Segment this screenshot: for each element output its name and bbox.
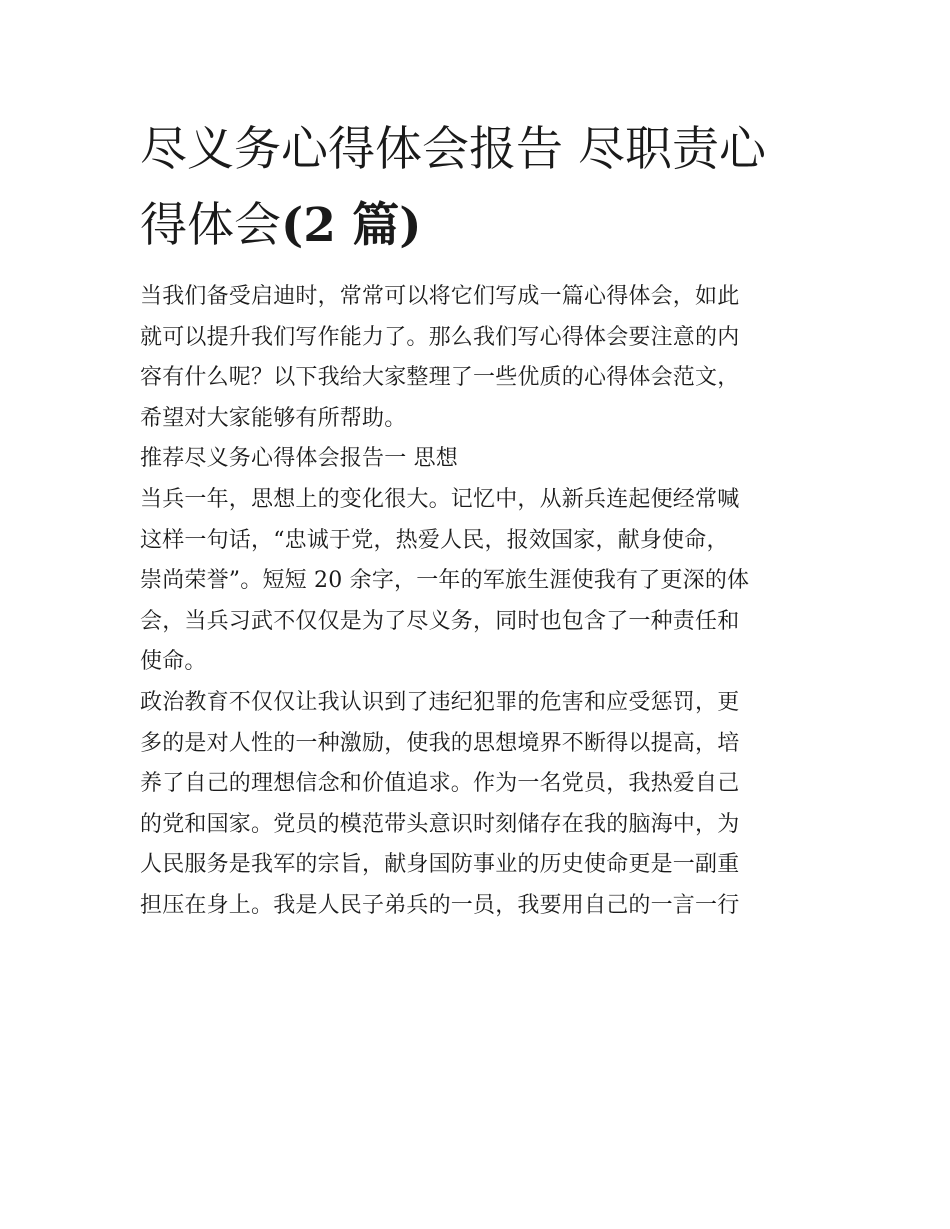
paragraph1-line-1: 当兵一年，思想上的变化很大。记忆中，从新兵连起便经常喊	[140, 486, 740, 512]
paragraph2-line-4: 的党和国家。党员的模范带头意识时刻储存在我的脑海中，为	[140, 811, 740, 837]
paragraph1-line-3: 崇尚荣誉”。短短 20 余字，一年的军旅生涯使我有了更深的体	[140, 568, 750, 594]
body-paragraph-1	[140, 480, 812, 683]
intro-line-3: 容有什么呢？以下我给大家整理了一些优质的心得体会范文，	[140, 365, 740, 391]
paragraph1-line-5: 使命。	[140, 649, 207, 675]
paragraph2-line-5: 人民服务是我军的宗旨，献身国防事业的历史使命更是一副重	[140, 852, 740, 878]
title-line-2-text: 得体会	[140, 198, 281, 253]
paragraph1-line-4: 会，当兵习武不仅仅是为了尽义务，同时也包含了一种责任和	[140, 608, 740, 634]
title-count: (2 篇)	[281, 198, 422, 253]
intro-line-1: 当我们备受启迪时，常常可以将它们写成一篇心得体会，如此	[140, 284, 740, 309]
paragraph2-line-6: 担压在身上。我是人民子弟兵的一员，我要用自己的一言一行	[140, 892, 740, 918]
body-paragraph-2	[140, 683, 812, 927]
document-page	[140, 112, 812, 927]
title-line-1: 尽义务心得体会报告 尽职责心	[140, 122, 766, 177]
intro-paragraph	[140, 277, 812, 439]
title-line-2	[140, 188, 812, 264]
section-heading-text: 推荐尽义务心得体会报告一 思想	[140, 446, 458, 472]
paragraph2-line-1: 政治教育不仅仅让我认识到了违纪犯罪的危害和应受惩罚，更	[140, 689, 740, 715]
intro-line-2: 就可以提升我们写作能力了。那么我们写心得体会要注意的内	[140, 324, 740, 350]
paragraph1-line-2: 这样一句话，“忠诚于党，热爱人民，报效国家，献身使命，	[140, 527, 729, 553]
paragraph2-line-2: 多的是对人性的一种激励，使我的思想境界不断得以提高，培	[140, 730, 740, 756]
section-heading	[140, 439, 812, 480]
paragraph2-line-3: 养了自己的理想信念和价值追求。作为一名党员，我热爱自己	[140, 771, 740, 797]
document-title	[140, 112, 812, 264]
intro-line-4: 希望对大家能够有所帮助。	[140, 405, 407, 431]
